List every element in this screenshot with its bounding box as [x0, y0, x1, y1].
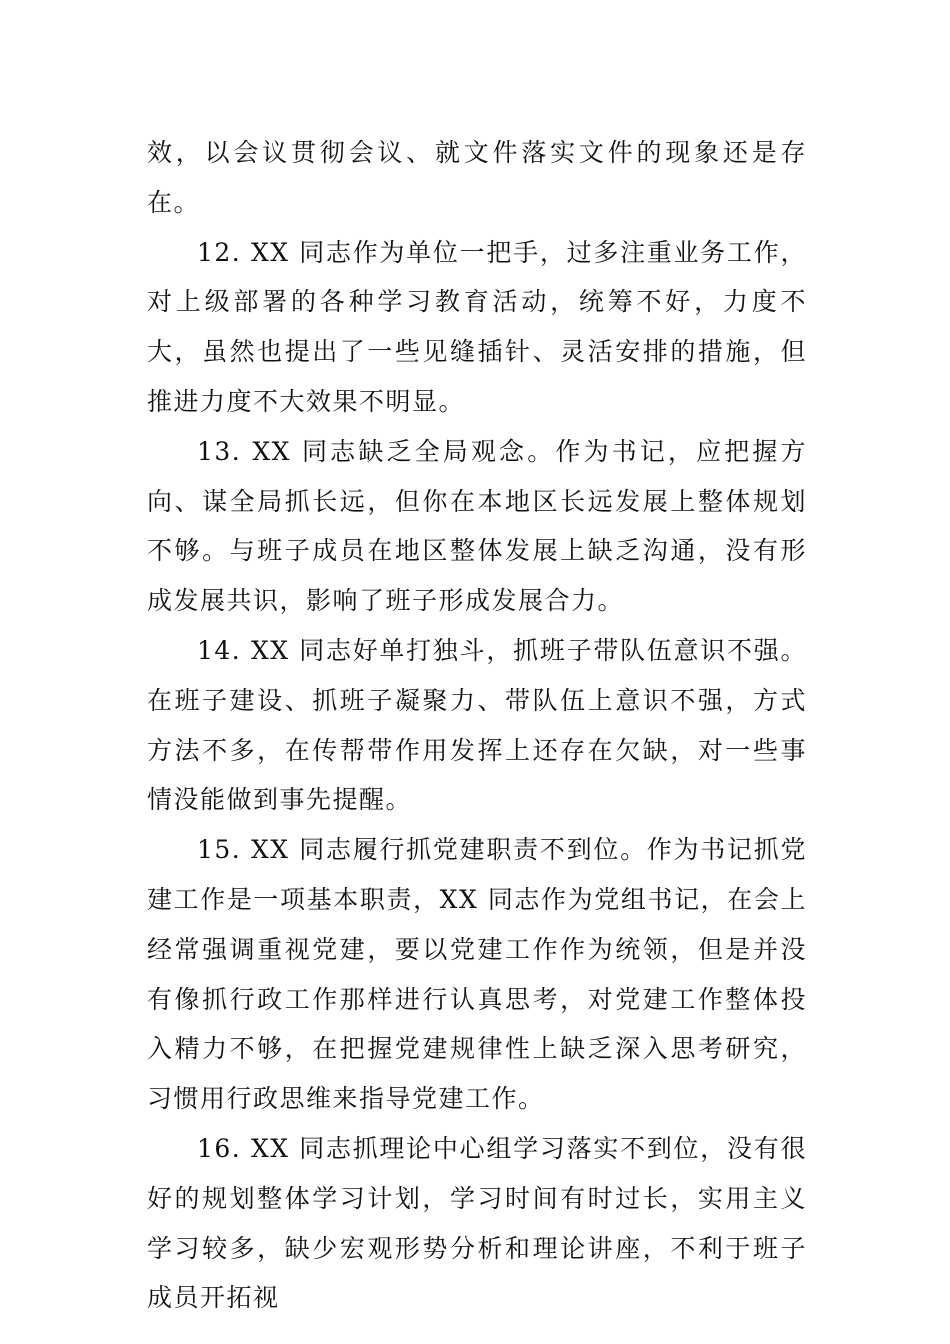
- document-body: [147, 128, 807, 1323]
- paragraph-12: 12. XX 同志作为单位一把手，过多注重业务工作，对上级部署的各种学习教育活动，统筹不好，力度不大，虽然也提出了一些见缝插针、灵活安排的措施，但推进力度不大效果不明显。: [147, 237, 807, 416]
- paragraph-15: 15. XX 同志履行抓党建职责不到位。作为书记抓党建工作是一项基本职责，XX 同志作为党组书记，在会上经常强调重视党建，要以党建工作作为统领，但是并没有像抓行政工作那样进行认真思考，对党建工作整体投入精力不够，在把握党建规律性上缺乏深入思考研究，习惯用行政思维来指导党建工作。: [147, 835, 807, 1114]
- paragraph-14: 14. XX 同志好单打独斗，抓班子带队伍意识不强。在班子建设、抓班子凝聚力、带队伍上意识不强，方式方法不多，在传帮带作用发挥上还存在欠缺，对一些事情没能做到事先提醒。: [147, 635, 807, 815]
- paragraph-11-tail: 效，以会议贯彻会议、就文件落实文件的现象还是存在。: [147, 138, 807, 217]
- paragraph-16: 16. XX 同志抓理论中心组学习落实不到位，没有很好的规划整体学习计划，学习时间有时过长，实用主义学习较多，缺少宏观形势分析和理论讲座，不利于班子成员开拓视: [147, 1133, 807, 1313]
- paragraph-13: 13. XX 同志缺乏全局观念。作为书记，应把握方向、谋全局抓长远，但你在本地区长远发展上整体规划不够。与班子成员在地区整体发展上缺乏沟通，没有形成发展共识，影响了班子形成发展合力。: [147, 436, 807, 616]
